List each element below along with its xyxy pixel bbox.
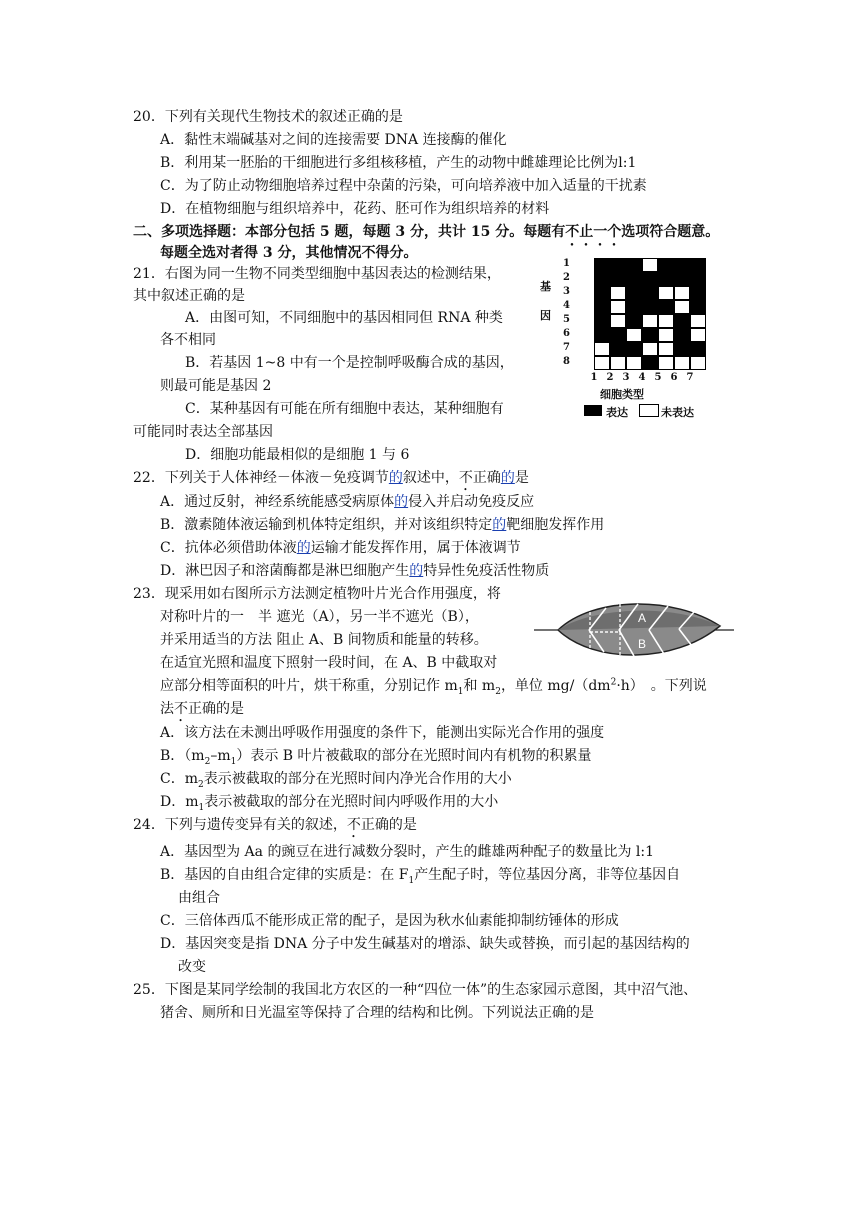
grid-row-label: 4 bbox=[563, 300, 570, 311]
grid-row-label: 8 bbox=[563, 356, 570, 367]
grid-cell bbox=[658, 328, 674, 342]
q23-stem-3: 并采用适当的方法 阻止 A、B 间物质和能量的转移。 bbox=[160, 632, 488, 648]
grid-col-label: 4 bbox=[638, 372, 646, 383]
leaf-figure bbox=[534, 596, 734, 668]
section2-scoring: 每题全选对者得 3 分，其他情况不得分。 bbox=[160, 245, 418, 261]
grid-cell bbox=[642, 272, 658, 286]
grid-cell bbox=[610, 286, 626, 300]
grid-cell bbox=[594, 342, 610, 356]
grid-cell bbox=[690, 258, 706, 272]
grid-cell bbox=[674, 356, 690, 370]
grid-cell bbox=[658, 314, 674, 328]
figure-ylabel-1: 基 bbox=[540, 280, 551, 293]
grid-cell bbox=[690, 314, 706, 328]
grid-cell bbox=[642, 356, 658, 370]
grid-cell bbox=[610, 356, 626, 370]
q21-stem-1: 21．右图为同一生物不同类型细胞中基因表达的检测结果， bbox=[133, 266, 501, 282]
grid-cell bbox=[626, 272, 642, 286]
q23-stem-4: 在适宜光照和温度下照射一段时间，在 A、B 中截取对 bbox=[160, 655, 498, 671]
q25-stem-1: 25．下图是某同学绘制的我国北方农区的一种“四位一体”的生态家园示意图，其中沼气池、 bbox=[133, 982, 698, 998]
legend-off-swatch bbox=[639, 404, 659, 417]
q21-option-d: D．细胞功能最相似的是细胞 1 与 6 bbox=[185, 447, 410, 463]
q22-option-c: C．抗体必须借助体液的运输才能发挥作用，属于体液调节 bbox=[160, 540, 521, 556]
grid-cell bbox=[674, 258, 690, 272]
q24-option-b-1: B．基因的自由组合定律的实质是：在 $F_1$产生配子时，等位基因分离，非等位基因自 bbox=[160, 867, 681, 886]
grid-cell bbox=[658, 286, 674, 300]
q23-stem-5: 应部分相等面积的叶片，烘干称重，分别记作 $m_1$和 $m_2$，单位 $mg/(dm^2\cdot h)$ 。下列说 bbox=[160, 677, 707, 697]
grid-cell bbox=[674, 286, 690, 300]
grid-cell bbox=[642, 258, 658, 272]
grid-row-label: 6 bbox=[563, 328, 570, 339]
q24-option-c: C．三倍体西瓜不能形成正常的配子，是因为秋水仙素能抑制纺锤体的形成 bbox=[160, 913, 619, 929]
q24-option-b-2: 由组合 bbox=[178, 890, 220, 906]
q21-option-c-2: 可能同时表达全部基因 bbox=[133, 424, 273, 440]
grid-cell bbox=[690, 300, 706, 314]
grid-cell bbox=[674, 300, 690, 314]
grid-col-label: 3 bbox=[622, 372, 630, 383]
q22-option-d: D．淋巴因子和溶菌酶都是淋巴细胞产生的特异性免疫活性物质 bbox=[160, 563, 550, 579]
grid-cell bbox=[642, 286, 658, 300]
grid-cell bbox=[658, 272, 674, 286]
q21-option-b-1: B．若基因 1~8 中有一个是控制呼吸酶合成的基因， bbox=[185, 355, 514, 371]
grid-cell bbox=[626, 258, 642, 272]
grid-cell bbox=[594, 314, 610, 328]
grid-cell bbox=[674, 272, 690, 286]
grid-cell bbox=[626, 286, 642, 300]
grid-cell bbox=[658, 356, 674, 370]
figure-xlabel: 细胞类型 bbox=[600, 388, 644, 401]
q22-stem: 22．下列关于人体神经－体液－免疫调节的叙述中，不正确的是 bbox=[133, 470, 529, 486]
q23-stem-2: 对称叶片的一 半 遮光（A），另一半不遮光（B）， bbox=[160, 609, 479, 625]
grid-row-label: 5 bbox=[563, 314, 570, 325]
grid-cell bbox=[690, 328, 706, 342]
q21-stem-2: 其中叙述正确的是 bbox=[133, 288, 245, 304]
grid-cell bbox=[642, 300, 658, 314]
grid-cell bbox=[594, 356, 610, 370]
grid-cell bbox=[610, 272, 626, 286]
grid-cell bbox=[594, 286, 610, 300]
grid-cell bbox=[674, 342, 690, 356]
figure-ylabel-2: 因 bbox=[540, 309, 551, 322]
grid-cell bbox=[658, 342, 674, 356]
q24-option-a: A．基因型为 Aa 的豌豆在进行减数分裂时，产生的雌雄两种配子的数量比为 l:1 bbox=[160, 844, 655, 860]
legend-off-label: 未表达 bbox=[661, 406, 694, 419]
grid-cell bbox=[642, 328, 658, 342]
section2-heading: 二、多项选择题：本部分包括 5 题，每题 3 分，共计 15 分。每题有不止一个选项符合题意。 bbox=[133, 224, 720, 240]
grid-cell bbox=[690, 342, 706, 356]
grid-cell bbox=[626, 300, 642, 314]
leaf-label-b: B bbox=[638, 637, 647, 651]
q21-option-b-2: 则最可能是基因 2 bbox=[160, 378, 272, 394]
grid-row-label: 7 bbox=[563, 342, 570, 353]
grid-cell bbox=[674, 328, 690, 342]
grid-cell bbox=[642, 342, 658, 356]
grid-cell bbox=[610, 258, 626, 272]
grid-cell bbox=[690, 286, 706, 300]
grid-col-label: 1 bbox=[590, 372, 598, 383]
grid-cell bbox=[674, 314, 690, 328]
q22-option-a: A．通过反射，神经系统能感受病原体的侵入并启动免疫反应 bbox=[160, 494, 535, 510]
q23-stem-1: 23．现采用如右图所示方法测定植物叶片光合作用强度，将 bbox=[133, 586, 501, 602]
grid-cell bbox=[626, 314, 642, 328]
grid-cell bbox=[610, 314, 626, 328]
q24-option-d-1: D．基因突变是指 DNA 分子中发生碱基对的增添、缺失或替换，而引起的基因结构的 bbox=[160, 936, 690, 952]
grid-cell bbox=[610, 328, 626, 342]
grid-col-label: 2 bbox=[606, 372, 614, 383]
leaf-label-a: A bbox=[638, 611, 647, 625]
grid-cell bbox=[690, 356, 706, 370]
grid-cell bbox=[626, 356, 642, 370]
grid-col-label: 6 bbox=[670, 372, 678, 383]
q23-option-a: A．该方法在未测出呼吸作用强度的条件下，能测出实际光合作用的强度 bbox=[160, 725, 605, 741]
grid-cell bbox=[626, 342, 642, 356]
grid-cell bbox=[690, 272, 706, 286]
grid-cell bbox=[642, 314, 658, 328]
grid-cell bbox=[594, 258, 610, 272]
grid-cell bbox=[594, 328, 610, 342]
grid-row-label: 1 bbox=[563, 258, 570, 269]
q20-option-c: C．为了防止动物细胞培养过程中杂菌的污染，可向培养液中加入适量的干扰素 bbox=[160, 178, 647, 194]
q21-option-c-1: C．某种基因有可能在所有细胞中表达，某种细胞有 bbox=[185, 401, 504, 417]
grid-cell bbox=[594, 300, 610, 314]
q23-option-b: B．$(m_2-m_1)$表示 B 叶片被截取的部分在光照时间内有机物的积累量 bbox=[160, 748, 592, 767]
grid-col-label: 5 bbox=[654, 372, 662, 383]
q20-option-a: A．黏性末端碱基对之间的连接需要 DNA 连接酶的催化 bbox=[160, 132, 507, 148]
legend-on-swatch bbox=[584, 405, 602, 416]
q24-option-d-2: 改变 bbox=[178, 959, 206, 975]
q20-stem: 20．下列有关现代生物技术的叙述正确的是 bbox=[133, 109, 403, 125]
q20-option-d: D．在植物细胞与组织培养中，花药、胚可作为组织培养的材料 bbox=[160, 201, 550, 217]
q23-stem-6: 法不正确的是 bbox=[160, 701, 244, 717]
q23-option-c: C．$m_2$表示被截取的部分在光照时间内净光合作用的大小 bbox=[160, 771, 512, 790]
legend-on-label: 表达 bbox=[606, 406, 628, 419]
grid-cell bbox=[594, 272, 610, 286]
q22-option-b: B．激素随体液运输到机体特定组织，并对该组织特定的靶细胞发挥作用 bbox=[160, 517, 605, 533]
q21-option-a-2: 各不相同 bbox=[160, 332, 216, 348]
q24-stem: 24．下列与遗传变异有关的叙述，不正确的是 bbox=[133, 817, 417, 833]
grid-cell bbox=[610, 300, 626, 314]
q25-stem-2: 猪舍、厕所和日光温室等保持了合理的结构和比例。下列说法正确的是 bbox=[160, 1005, 594, 1021]
grid-cell bbox=[610, 342, 626, 356]
grid-cell bbox=[658, 258, 674, 272]
grid-row-label: 2 bbox=[563, 272, 570, 283]
q23-option-d: D．$m_1$表示被截取的部分在光照时间内呼吸作用的大小 bbox=[160, 794, 499, 813]
q21-option-a-1: A．由图可知，不同细胞中的基因相同但 RNA 种类 bbox=[185, 310, 503, 326]
grid-cell bbox=[626, 328, 642, 342]
q20-option-b: B．利用某一胚胎的干细胞进行多组核移植，产生的动物中雌雄理论比例为l:1 bbox=[160, 155, 637, 171]
grid-cell bbox=[658, 300, 674, 314]
grid-row-label: 3 bbox=[563, 286, 570, 297]
grid-col-label: 7 bbox=[686, 372, 694, 383]
